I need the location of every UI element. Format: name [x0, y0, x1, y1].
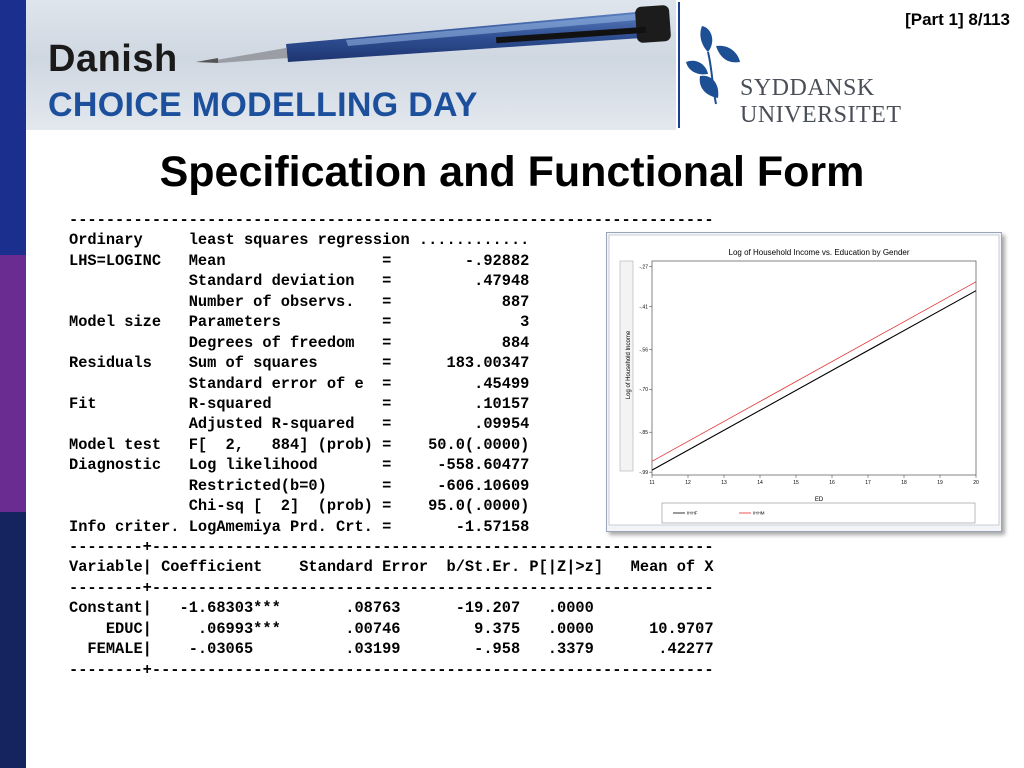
banner-title-line1: Danish — [48, 38, 178, 80]
legend-label: IHHF — [687, 510, 698, 516]
x-tick-label: 14 — [757, 480, 763, 486]
chart-title: Log of Household Income vs. Education by Gender — [728, 248, 910, 257]
side-strip-navy — [0, 512, 26, 768]
conference-banner — [26, 0, 676, 130]
y-axis-label: Log of Household Income — [626, 330, 632, 400]
output-line: --------+------------------------------------------------------------- — [69, 538, 714, 556]
y-tick-label: -.99 — [639, 469, 648, 476]
output-line: LHS=LOGINC Mean = -.92882 — [69, 251, 530, 270]
output-line: Fit R-squared = .10157 — [69, 394, 530, 413]
banner-title-line2: CHOICE MODELLING DAY — [48, 86, 478, 124]
x-tick-label: 17 — [865, 480, 871, 486]
y-tick-label: -.27 — [639, 264, 648, 271]
side-strip-purple — [0, 255, 26, 512]
output-line: Chi-sq [ 2] (prob) = 95.0(.0000) — [69, 497, 530, 516]
output-line: ---------------------------------------------------------------------- — [69, 211, 714, 229]
output-line: Model test F[ 2, 884] (prob) = 50.0(.0000) — [69, 435, 530, 454]
output-line: Adjusted R-squared = .09954 — [69, 415, 530, 434]
y-tick-label: -.56 — [639, 347, 648, 354]
output-line: Constant| -1.68303*** .08763 -19.207 .0000 — [69, 599, 594, 618]
x-tick-label: 16 — [829, 480, 835, 486]
output-line: EDUC| .06993*** .00746 9.375 .0000 10.9707 — [69, 619, 714, 638]
y-tick-label: -.70 — [639, 387, 648, 394]
output-line: Ordinary least squares regression ............ — [69, 231, 530, 250]
output-line: Standard deviation = .47948 — [69, 272, 530, 291]
y-tick-label: -.85 — [639, 430, 648, 436]
x-axis-label: ED — [814, 497, 824, 503]
chart-legend — [662, 503, 975, 523]
output-line: Standard error of e = .45499 — [69, 374, 530, 393]
x-tick-label: 19 — [937, 480, 943, 486]
legend-label: IHHM — [753, 510, 765, 516]
output-line: --------+------------------------------------------------------------- — [69, 578, 714, 597]
pen-icon — [196, 0, 676, 80]
university-name: SYDDANSK UNIVERSITET — [740, 75, 902, 128]
output-line: Degrees of freedom = 884 — [69, 333, 530, 352]
chart-panel — [606, 232, 1002, 532]
slide-title: Specification and Functional Form — [159, 148, 865, 196]
x-tick-label: 18 — [901, 480, 907, 486]
x-tick-label: 15 — [793, 480, 799, 486]
output-line: --------+------------------------------------------------------------- — [69, 660, 714, 679]
x-tick-label: 13 — [721, 480, 727, 486]
x-tick-label: 11 — [649, 480, 655, 486]
slide-counter: [Part 1] 8/113 — [905, 10, 1010, 29]
income-education-chart — [607, 233, 1001, 531]
header-divider — [678, 2, 680, 128]
output-line: Variable| Coefficient Standard Error b/St.Er. P[|Z|>z] Mean of X — [69, 558, 714, 577]
output-line: Number of observs. = 887 — [69, 292, 530, 311]
output-line: Restricted(b=0) = -606.10609 — [69, 476, 530, 495]
y-tick-label: -.41 — [639, 304, 648, 311]
x-tick-label: 12 — [685, 480, 691, 486]
output-line: Model size Parameters = 3 — [69, 313, 530, 332]
side-color-strip — [0, 0, 26, 768]
side-strip-blue — [0, 0, 26, 255]
output-line: FEMALE| -.03065 .03199 -.958 .3379 .42277 — [69, 640, 714, 659]
output-line: Info criter. LogAmemiya Prd. Crt. = -1.57158 — [69, 517, 530, 536]
output-line: Diagnostic Log likelihood = -558.60477 — [69, 456, 530, 475]
x-tick-label: 20 — [973, 480, 979, 486]
output-line: Residuals Sum of squares = 183.00347 — [69, 354, 530, 373]
